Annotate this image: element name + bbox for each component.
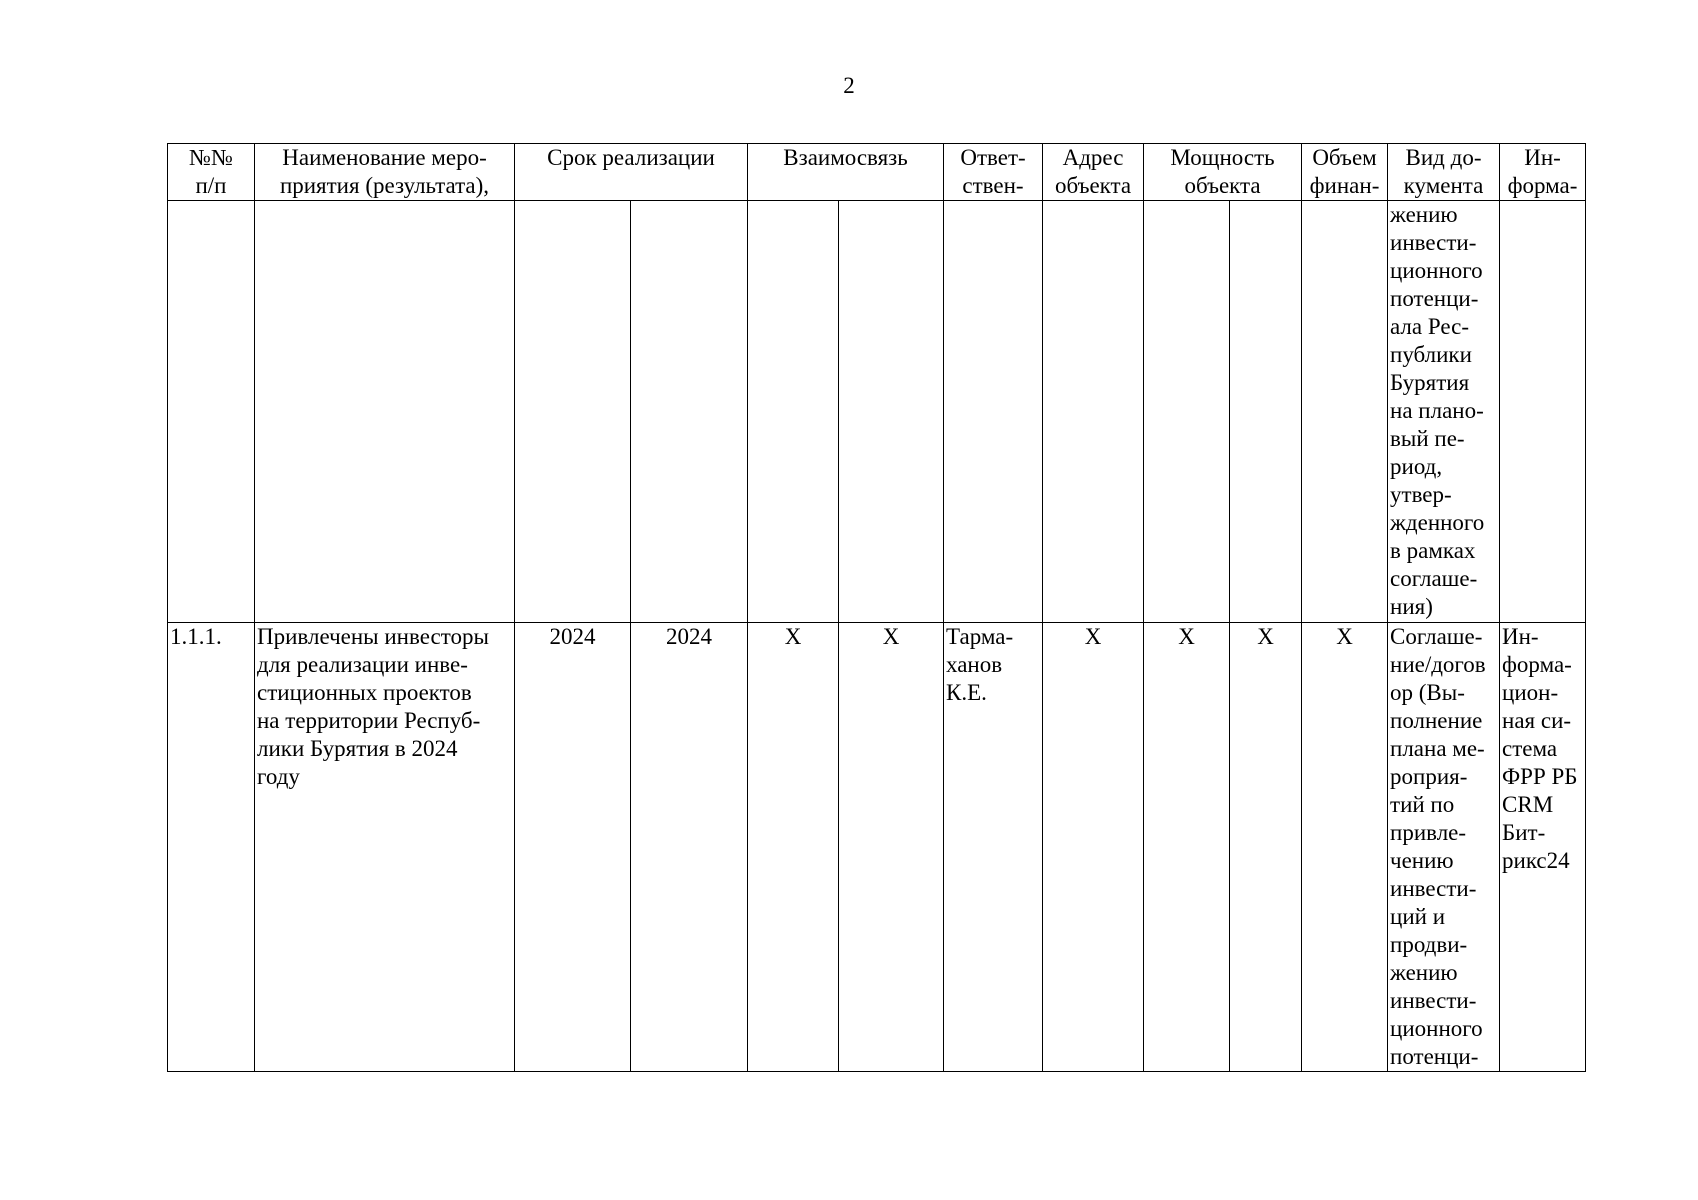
cell-end: 2024	[631, 623, 748, 1072]
cell-link-b	[839, 201, 944, 623]
cell-volume	[1302, 201, 1388, 623]
header-power: Мощность объекта	[1144, 144, 1302, 201]
cell-doctype-continuation: жению инвести- ционного потенци- ала Рес- публики Бурятия на плано- вый пе- риод, утвер- жденного в рамках соглаше- ния)	[1388, 201, 1500, 623]
cell-address: X	[1043, 623, 1144, 1072]
header-name: Наименование меро- приятия (результата),	[255, 144, 515, 201]
cell-power-b	[1230, 201, 1302, 623]
cell-start	[515, 201, 631, 623]
cell-responsible	[944, 201, 1043, 623]
cell-info: Ин- форма- цион- ная си- стема ФРР РБ CRM Бит- рикс24	[1500, 623, 1586, 1072]
document-table	[167, 143, 1586, 1072]
header-volume: Объем финан-	[1302, 144, 1388, 201]
cell-power-b: X	[1230, 623, 1302, 1072]
header-doctype: Вид до- кумента	[1388, 144, 1500, 201]
cell-end	[631, 201, 748, 623]
cell-address	[1043, 201, 1144, 623]
header-responsible: Ответ- ствен-	[944, 144, 1043, 201]
page-number: 2	[843, 73, 855, 98]
header-number: №№ п/п	[168, 144, 255, 201]
table-row	[168, 201, 1586, 623]
cell-link-a	[748, 201, 839, 623]
cell-responsible: Тарма- ханов К.Е.	[944, 623, 1043, 1072]
header-info: Ин- форма-	[1500, 144, 1586, 201]
cell-doctype: Соглаше- ние/догов ор (Вы- полнение плана ме- роприя- тий по привле- чению инвести- ций и продви- жению инвести- ционного потенци-	[1388, 623, 1500, 1072]
cell-info	[1500, 201, 1586, 623]
table-header-row	[168, 144, 1586, 201]
cell-number	[168, 201, 255, 623]
cell-number: 1.1.1.	[168, 623, 255, 1072]
cell-name: Привлечены инвесторы для реализации инве- стиционных проектов на территории Респуб- лики Бурятия в 2024 году	[255, 623, 515, 1072]
cell-name	[255, 201, 515, 623]
cell-link-b: X	[839, 623, 944, 1072]
header-link: Взаимосвязь	[748, 144, 944, 201]
cell-start: 2024	[515, 623, 631, 1072]
cell-power-a: X	[1144, 623, 1230, 1072]
cell-link-a: X	[748, 623, 839, 1072]
header-term: Срок реализации	[515, 144, 748, 201]
cell-power-a	[1144, 201, 1230, 623]
cell-volume: X	[1302, 623, 1388, 1072]
table-row	[168, 623, 1586, 1072]
header-address: Адрес объекта	[1043, 144, 1144, 201]
